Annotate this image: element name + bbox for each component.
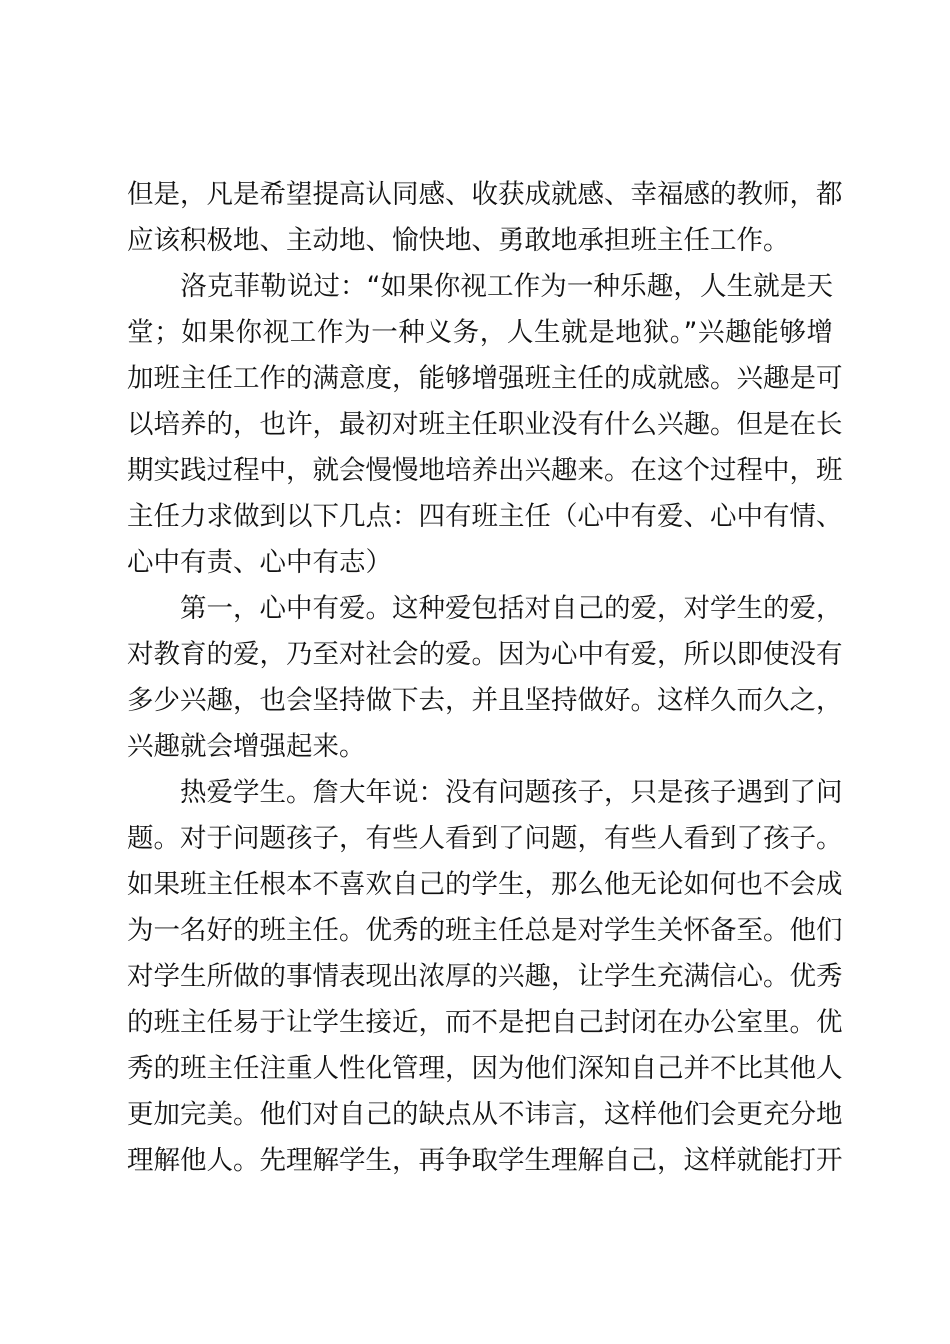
text-line: 秀的班主任注重人性化管理，因为他们深知自己并不比其他人 <box>127 1053 843 1084</box>
text-line: 对学生所做的事情表现出浓厚的兴趣，让学生充满信心。优秀 <box>127 961 843 992</box>
text-line: 多少兴趣，也会坚持做下去，并且坚持做好。这样久而久之， <box>127 685 843 716</box>
text-line: 主任力求做到以下几点：四有班主任（心中有爱、心中有情、 <box>127 501 843 532</box>
text-line: 的班主任易于让学生接近，而不是把自己封闭在办公室里。优 <box>127 1007 843 1038</box>
text-line: 兴趣就会增强起来。 <box>127 731 366 762</box>
text-line: 但是，凡是希望提高认同感、收获成就感、幸福感的教师，都 <box>127 179 843 210</box>
text-line: 热爱学生。詹大年说：没有问题孩子，只是孩子遇到了问 <box>127 777 843 808</box>
text-line: 为一名好的班主任。优秀的班主任总是对学生关怀备至。他们 <box>127 915 843 946</box>
text-line: 洛克菲勒说过：“如果你视工作为一种乐趣，人生就是天 <box>127 271 833 302</box>
text-line: 应该积极地、主动地、愉快地、勇敢地承担班主任工作。 <box>127 225 790 256</box>
paragraph-3 <box>127 586 843 770</box>
paragraph-4 <box>127 770 843 1184</box>
paragraph-2 <box>127 264 843 586</box>
text-line: 心中有责、心中有志） <box>127 547 392 578</box>
text-line: 题。对于问题孩子，有些人看到了问题，有些人看到了孩子。 <box>127 823 843 854</box>
document-body <box>127 172 843 1184</box>
text-line: 更加完美。他们对自己的缺点从不讳言，这样他们会更充分地 <box>127 1099 843 1130</box>
text-line: 期实践过程中，就会慢慢地培养出兴趣来。在这个过程中，班 <box>127 455 843 486</box>
text-line: 以培养的，也许，最初对班主任职业没有什么兴趣。但是在长 <box>127 409 843 440</box>
text-line: 对教育的爱，乃至对社会的爱。因为心中有爱，所以即使没有 <box>127 639 843 670</box>
text-line: 加班主任工作的满意度，能够增强班主任的成就感。兴趣是可 <box>127 363 843 394</box>
paragraph-1 <box>127 172 843 264</box>
text-line: 如果班主任根本不喜欢自己的学生，那么他无论如何也不会成 <box>127 869 843 900</box>
text-line: 理解他人。先理解学生，再争取学生理解自己，这样就能打开 <box>127 1145 843 1176</box>
text-line: 堂；如果你视工作为一种义务，人生就是地狱。”兴趣能够增 <box>127 317 833 348</box>
text-line: 第一，心中有爱。这种爱包括对自己的爱，对学生的爱， <box>127 593 843 624</box>
